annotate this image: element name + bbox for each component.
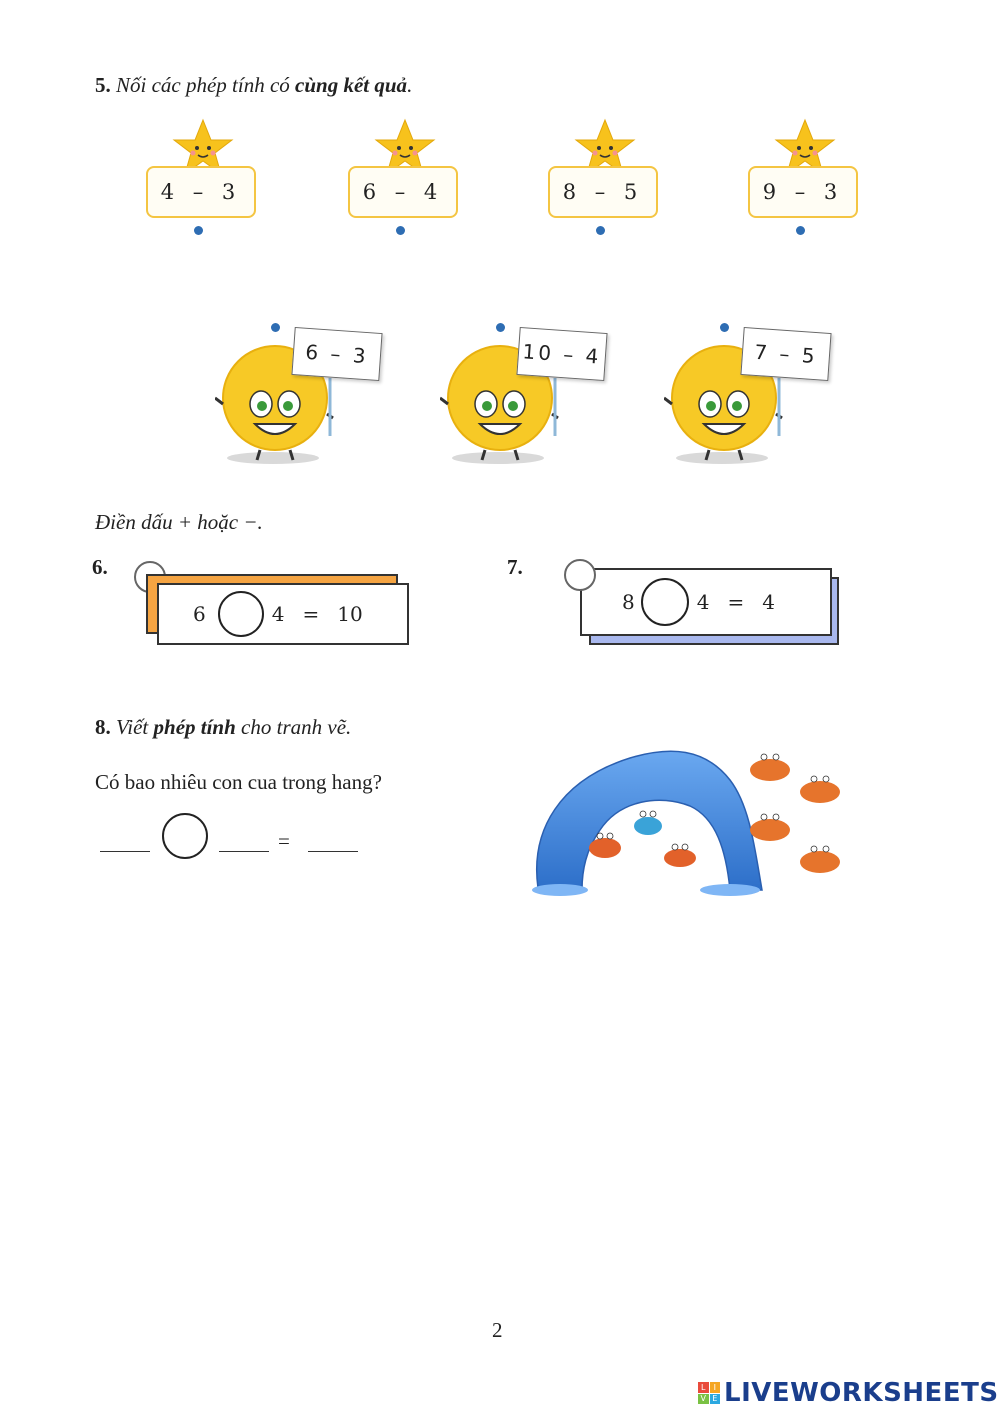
q8-text: Viết — [110, 715, 154, 739]
star-card-3 — [548, 118, 660, 204]
q5-title — [95, 73, 412, 98]
star-label: 6 – 4 — [348, 166, 458, 218]
star-match-dot-1[interactable] — [194, 226, 203, 235]
q6-right-operand: 4 — [271, 602, 285, 626]
sun-card-1 — [215, 318, 395, 468]
logo-text: LIVEWORKSHEETS — [724, 1378, 999, 1408]
q8-bold: phép tính — [153, 715, 236, 739]
q6-sign-circle[interactable] — [218, 591, 264, 637]
sun-match-dot-1[interactable] — [271, 323, 280, 332]
q6-equals: = — [302, 602, 320, 626]
star-match-dot-2[interactable] — [396, 226, 405, 235]
q7-answer-marker[interactable] — [564, 559, 596, 591]
q8-equals: = — [278, 829, 290, 853]
star-card-2 — [348, 118, 460, 204]
sun-card-2 — [440, 318, 620, 468]
q8-sign-circle[interactable] — [162, 813, 208, 859]
star-label: 4 – 3 — [146, 166, 256, 218]
q6-number: 6. — [92, 555, 108, 579]
q7-left-operand: 8 — [622, 590, 635, 614]
q7-number: 7. — [507, 555, 523, 579]
q7-equals: = — [727, 590, 745, 614]
q5-number: 5. — [95, 73, 111, 97]
q8-blank-2[interactable] — [219, 851, 269, 852]
q7-equation-card — [580, 568, 832, 636]
q7-right-operand: 4 — [696, 590, 710, 614]
q7-sign-circle[interactable] — [641, 578, 689, 626]
q8-number: 8. — [95, 715, 111, 739]
sun-match-dot-3[interactable] — [720, 323, 729, 332]
sun-sign-label: 10 – 4 — [516, 327, 607, 381]
sun-sign-label: 7 – 5 — [740, 327, 831, 381]
star-label: 8 – 5 — [548, 166, 658, 218]
q8-text-end: cho tranh vẽ. — [235, 715, 352, 739]
sun-card-3 — [664, 318, 844, 468]
q5-bold: cùng kết quả — [295, 73, 408, 97]
cave-crabs-illustration — [530, 740, 860, 900]
star-label: 9 – 3 — [748, 166, 858, 218]
q8-question: Có bao nhiêu con cua trong hang? — [95, 770, 382, 794]
page-number: 2 — [492, 1318, 503, 1342]
q8-title — [95, 715, 351, 740]
liveworksheets-logo[interactable] — [698, 1378, 999, 1408]
q7-result: 4 — [762, 590, 775, 614]
logo-badge-icon: L I V E — [698, 1382, 720, 1404]
star-match-dot-3[interactable] — [596, 226, 605, 235]
q5-text-end: . — [407, 73, 413, 97]
q8-blank-1[interactable] — [100, 851, 150, 852]
star-card-1 — [146, 118, 258, 204]
fill-sign-instruction: Điền dấu + hoặc −. — [95, 510, 263, 534]
star-card-4 — [748, 118, 860, 204]
q6-left-operand: 6 — [193, 602, 206, 626]
sun-match-dot-2[interactable] — [496, 323, 505, 332]
sun-sign-label: 6 – 3 — [291, 327, 382, 381]
q8-blank-3[interactable] — [308, 851, 358, 852]
star-match-dot-4[interactable] — [796, 226, 805, 235]
q6-equation-card — [157, 583, 409, 645]
q6-result: 10 — [337, 602, 363, 626]
q5-text: Nối các phép tính có — [110, 73, 296, 97]
